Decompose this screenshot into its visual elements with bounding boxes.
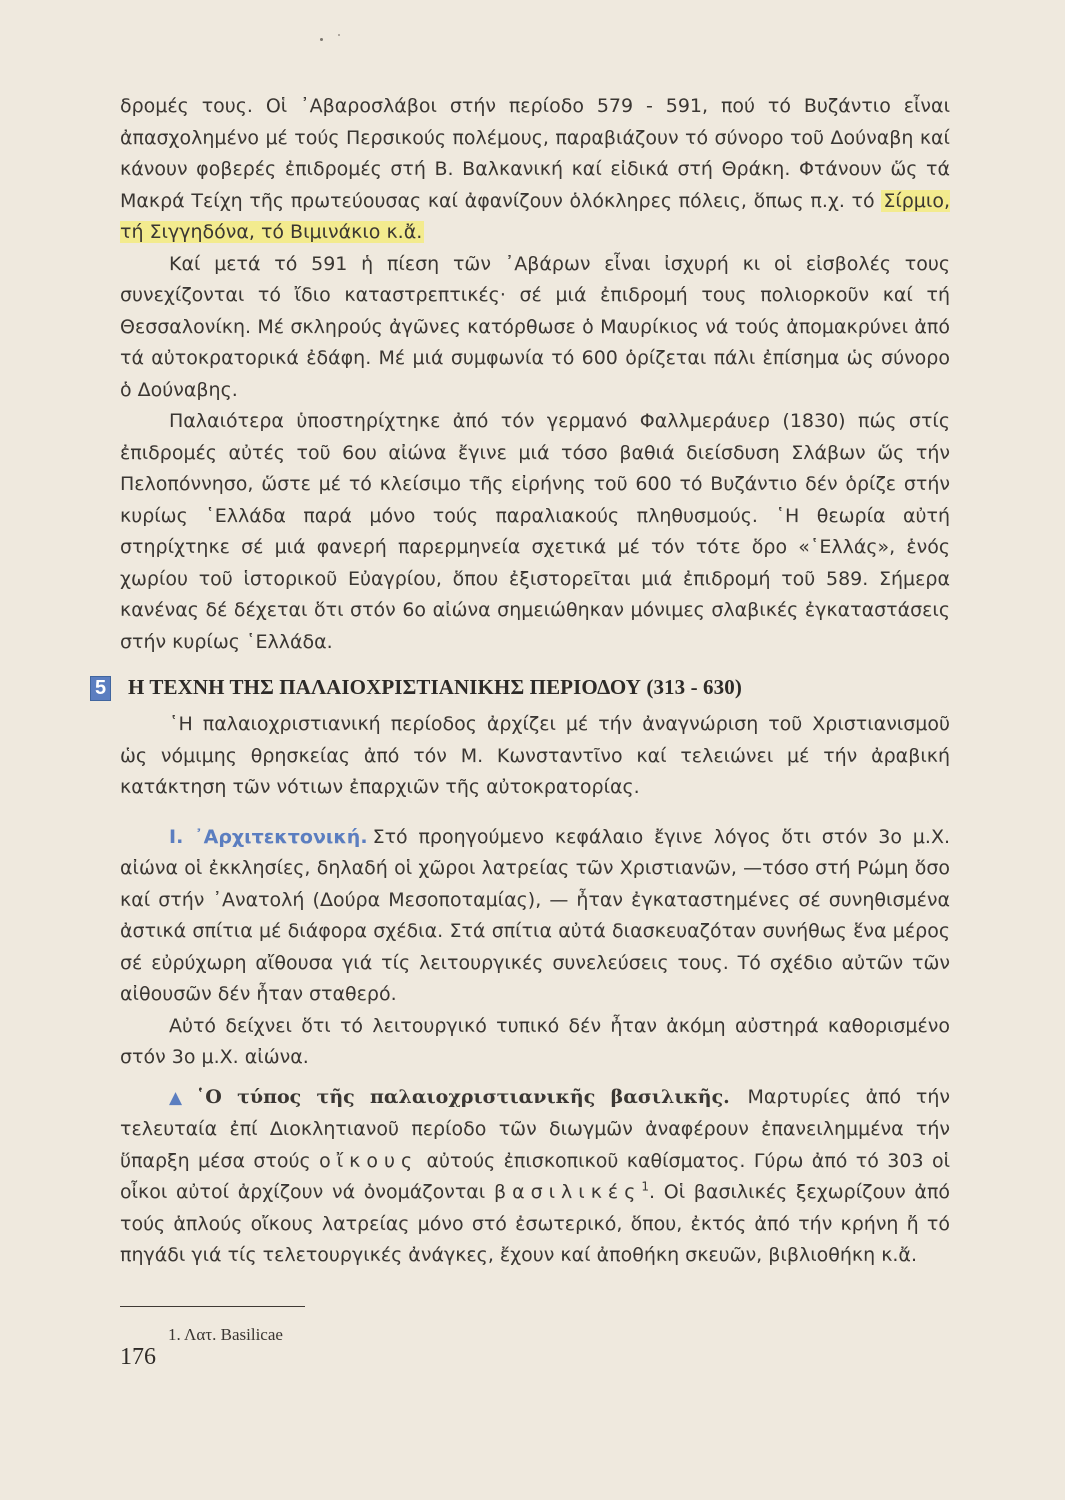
paragraph-architecture <box>120 822 950 1011</box>
section-number-badge: 5 <box>90 676 111 701</box>
triangle-marker-icon: ▲ <box>169 1087 191 1108</box>
paragraph-avaroslavs <box>120 91 950 249</box>
paragraph-fallmerayer: Παλαιότερα ὑποστηρίχτηκε ἀπό τόν γερμανό Φαλλμεράυερ (1830) πώς στίς ἐπιδρομές αὐτές τοῦ 6ου αἰώνα ἔγινε μιά τόσο βαθιά διείσδυση Σλάβων ὥς τήν Πελοπόννησο, ὥστε μέ τό κλείσιμο τῆς εἰρήνης τοῦ 600 τό Βυζάντιο δέν ὁρίζε στήν κυρίως ῾Ελλάδα παρά μόνο τούς παραλιακούς πληθυσμούς. ῾Η θεωρία αὐτή στηρίχτηκε σέ μιά φανερή παρερμηνεία σχετικά μέ τόν τότε ὅρο «῾Ελλάς», ἑνός χωρίου τοῦ ἱστορικοῦ Εὐαγρίου, ὅπου ἐξιστορεῖται μιά ἐπιδρομή τοῦ 589. Σήμερα κανένας δέ δέχεται ὅτι στόν 6ο αἰώνα σημειώθηκαν μόνιμες σλαβικές ἐγκαταστάσεις στήν κυρίως ῾Ελλάδα. <box>120 410 950 653</box>
paragraph-basilica <box>120 1082 950 1272</box>
highlighted-text: Σίρμιο, τή Σιγγηδόνα, τό Βιμινάκιο κ.ἄ. <box>120 189 950 243</box>
footnote-reference: 1 <box>641 1179 649 1194</box>
paragraph-text: αὐτούς ἐπισκοπικοῦ καθίσματος. Γύρω ἀπό τό 303 οἱ οἶκοι αὐτοί ἀρχίζουν νά ὀνομάζονται <box>120 1149 951 1203</box>
section-title: Η ΤΕΧΝΗ ΤΗΣ ΠΑΛΑΙΟΧΡΙΣΤΙΑΝΙΚΗΣ ΠΕΡΙΟΔΟΥ (313 - 630) <box>128 674 742 699</box>
spaced-term: βασιλικές <box>493 1181 642 1203</box>
footnote-divider <box>120 1306 305 1307</box>
paragraph-after-591: Καί μετά τό 591 ἡ πίεση τῶν ᾿Αβάρων εἶναι ἰσχυρή κι οἱ εἰσβολές τους συνεχίζονται τό ἴδιο καταστρεπτικές· σέ μιά ἐπιδρομή τους πολιορκοῦν καί τή Θεσσαλονίκη. Μέ σκληρούς ἀγῶνες κατόρθωσε ὁ Μαυρίκιος νά τούς ἀπομακρύνει ἀπό τά αὐτοκρατορικά ἐδάφη. Μέ μιά συμφωνία τό 600 ὁρίζεται πάλι ἐπίσημα ὡς σύνορο ὁ Δούναβης. <box>120 252 950 401</box>
paragraph-early-christian-period: ῾Η παλαιοχριστιανική περίοδος ἀρχίζει μέ τήν ἀναγνώριση τοῦ Χριστιανισμοῦ ὡς νόμιμης θρησκείας ἀπό τόν Μ. Κωνσταντῖνο καί τελειώνει μέ τήν ἀραβική κατάκτηση τῶν νότιων ἐπαρχιῶν τῆς αὐτοκρατορίας. <box>120 713 950 798</box>
paragraph-text: Μαρτυρίες ἀπό τήν τελευταία ἐπί Διοκλητιανοῦ περίοδο τῶν διωγμῶν ἀναφέρουν ἐπανειλημμένα τήν ὕπαρξη μέσα στούς <box>120 1085 950 1172</box>
spaced-term: οἴκους <box>319 1149 419 1172</box>
paragraph-text: . Οἱ βασιλικές ξεχωρίζουν ἀπό τούς ἁπλούς οἴκους λατρείας μόνο στό ἐσωτερικό, ὅπου, ἐκτός ἀπό τήν κρήνη ἤ τό πηγάδι γιά τίς τελετουργικές ἀνάγκες, ἔχουν καί ἀποθήκη σκευῶν, βιβλιοθήκη κ.ἄ. <box>120 1181 951 1266</box>
paragraph-liturgy: Αὐτό δείχνει ὅτι τό λειτουργικό τυπικό δέν ἦταν ἀκόμη αὐστηρά καθορισμένο στόν 3ο μ.Χ. αἰώνα. <box>120 1014 950 1068</box>
subsection-title: ᾿Αρχιτεκτονική. <box>194 825 368 848</box>
paragraph-text: Στό προηγούμενο κεφάλαιο ἔγινε λόγος ὅτι στόν 3ο μ.Χ. αἰώνα οἱ ἐκκλησίες, δηλαδή οἱ χῶροι λατρείας τῶν Χριστιανῶν, —τόσο στή Ρώμη ὅσο καί στήν ᾿Ανατολή (Δούρα Μεσοποταμίας), — ἦταν ἐγκαταστημένες σέ συνηθισμένα ἀστικά σπίτια μέ διάφορα σχέδια. Στά σπίτια αὐτά διασκευαζόταν συνήθως ἕνα μέρος σέ εὐρύχωρη αἴθουσα γιά τίς λειτουργικές συνελεύσεις τους. Τό σχέδιο αὐτῶν τῶν αἰθουσῶν δέν ἦταν σταθερό. <box>120 825 950 1005</box>
upper-text-block <box>120 91 950 658</box>
lower-text-block <box>120 709 950 1272</box>
subsection-number: I. <box>169 825 184 848</box>
page-number: 176 <box>120 1344 156 1370</box>
footnote: 1. Λατ. Basilicae <box>168 1325 283 1344</box>
scan-speck <box>320 38 323 41</box>
section-heading <box>90 666 850 708</box>
scan-speck <box>338 34 340 36</box>
basilica-heading: ῾Ο τύπος τῆς παλαιοχριστιανικῆς βασιλικῆς. <box>195 1085 730 1108</box>
paragraph-text: δρομές τους. Οἱ ᾿Αβαροσλάβοι στήν περίοδο 579 - 591, πού τό Βυζάντιο εἶναι ἀπασχολημένο μέ τούς Περσικούς πολέμους, παραβιάζουν τό σύνορο τοῦ Δούναβη καί κάνουν φοβερές ἐπιδρομές στή Β. Βαλκανική καί εἰδικά στή Θράκη. Φτάνουν ὥς τά Μακρά Τείχη τῆς πρωτεύουσας καί ἀφανίζουν ὁλόκληρες πόλεις, ὅπως π.χ. τό <box>120 95 950 212</box>
